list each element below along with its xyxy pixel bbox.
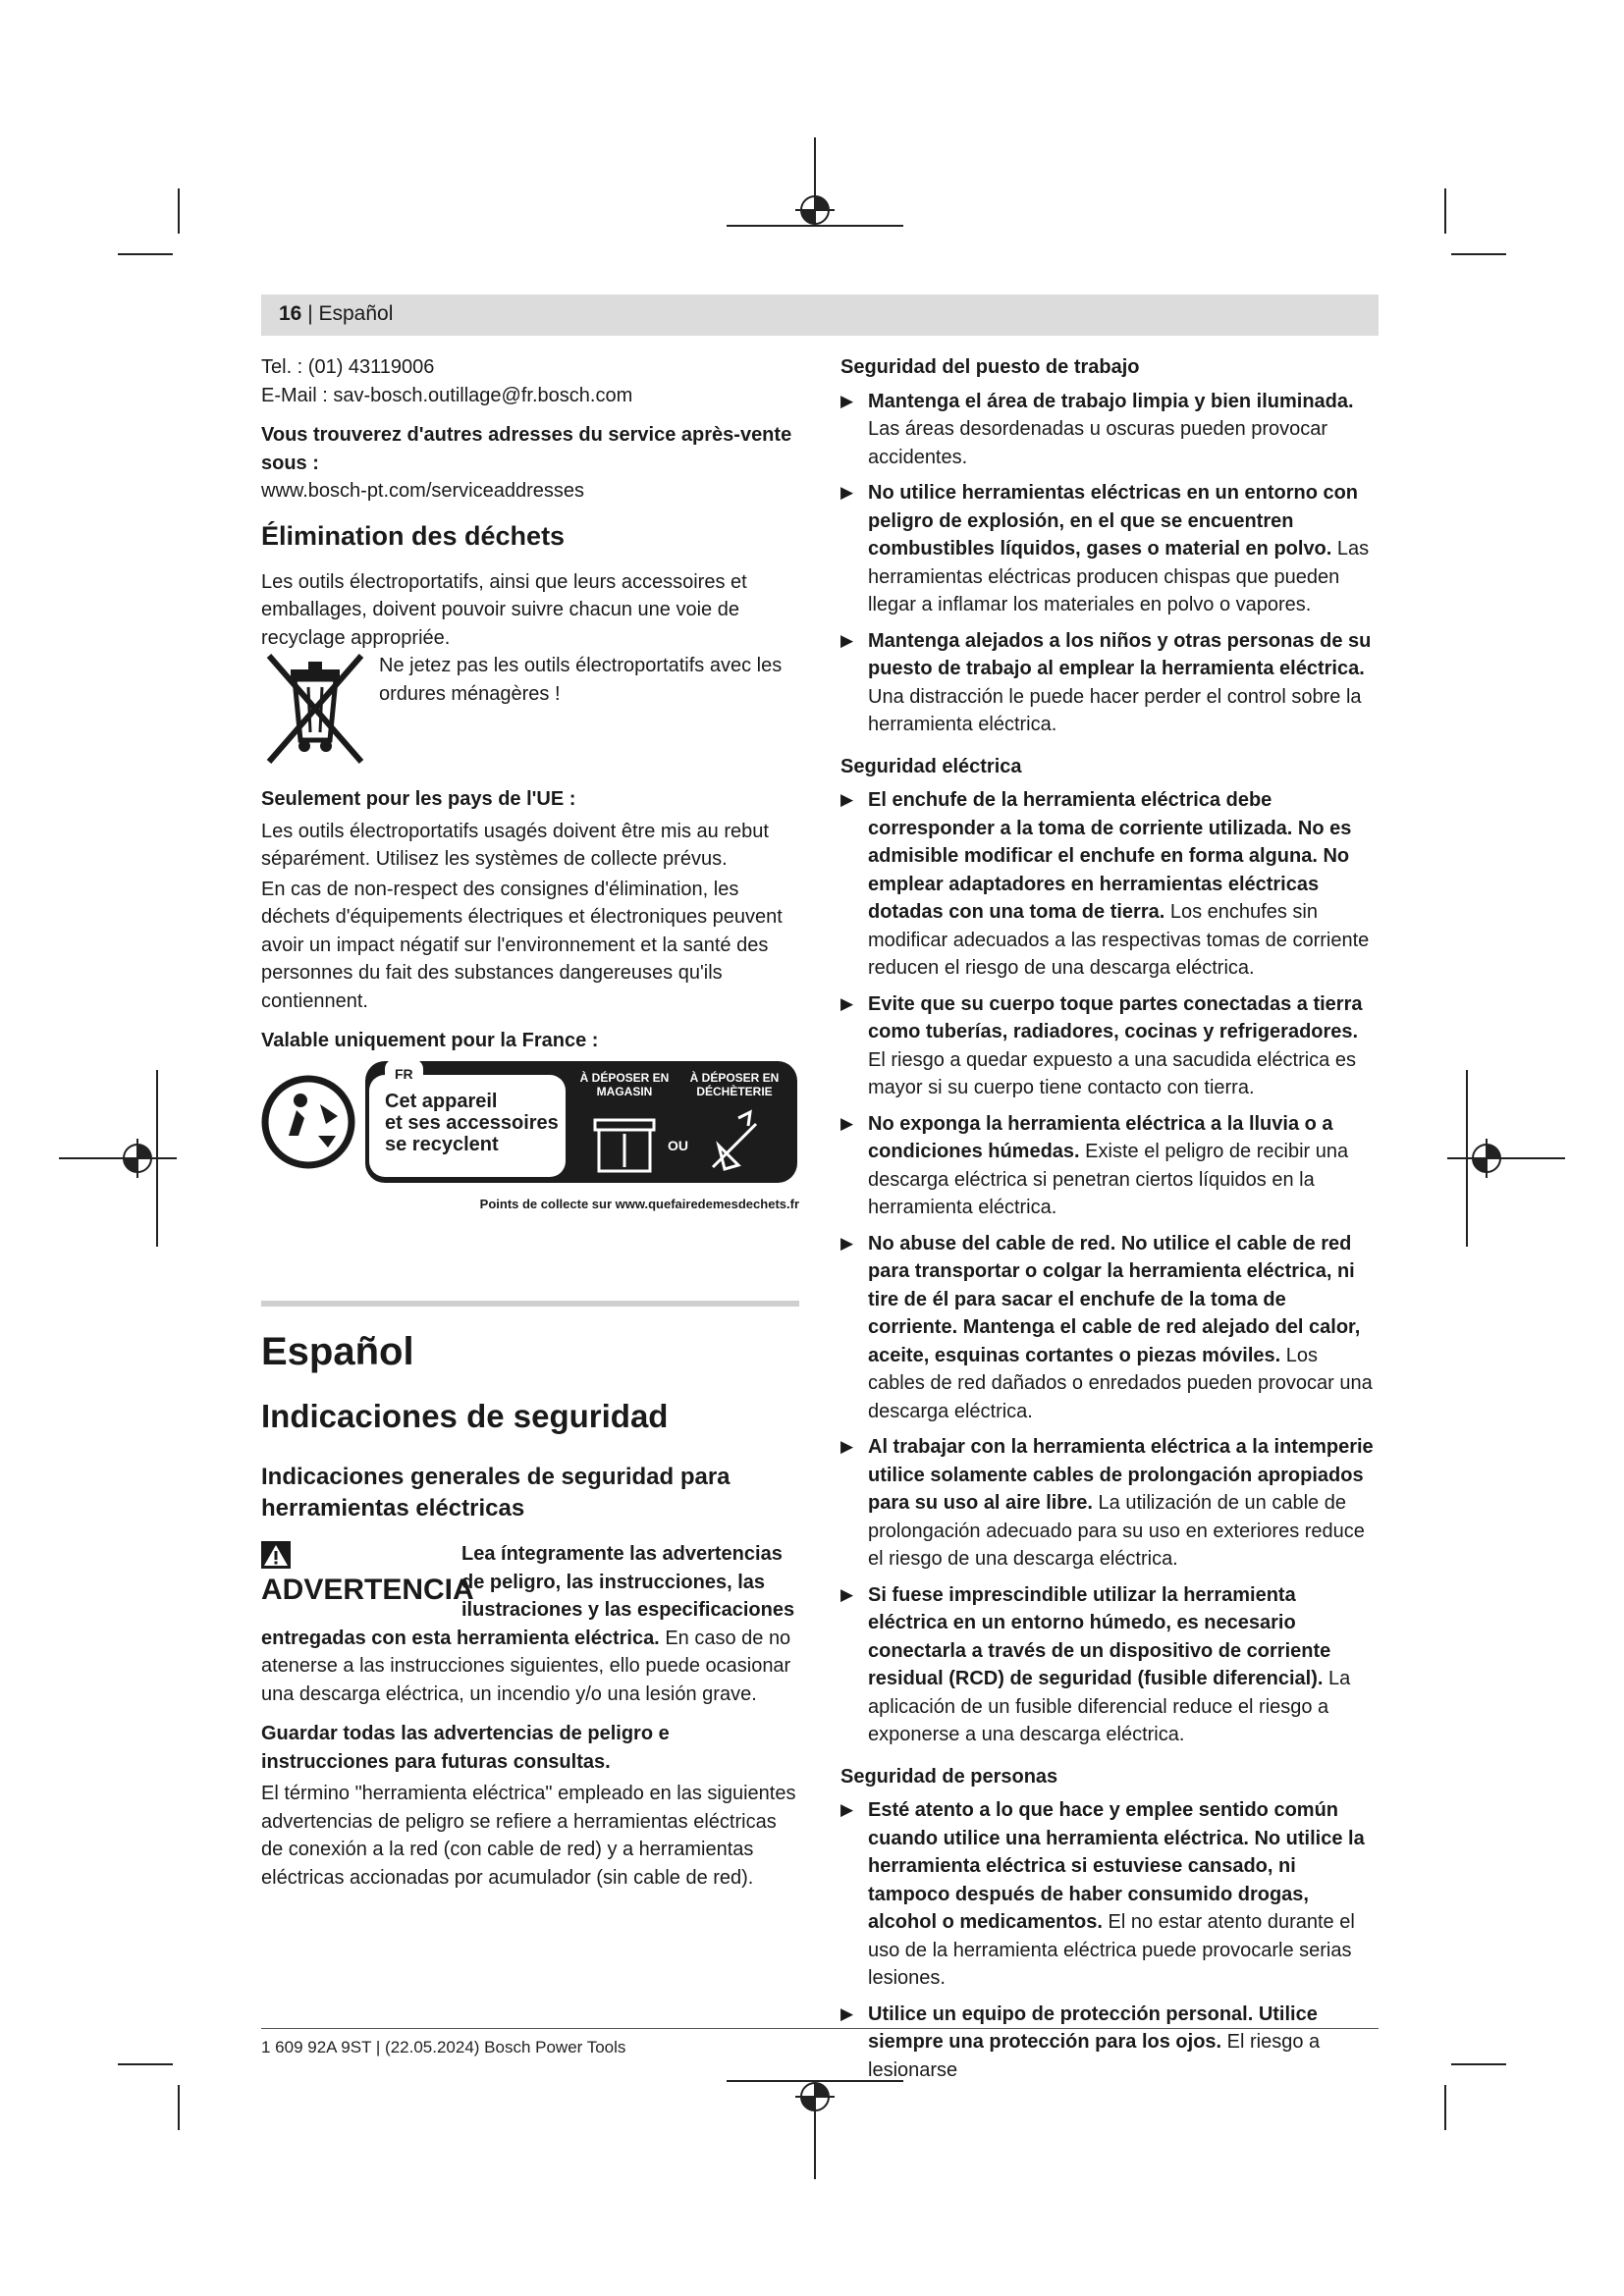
page-header: 16 | Español xyxy=(279,302,394,325)
list-item: ▶ Utilice un equipo de protección personal. Utilice siempre una protección para los ojos. El riesgo a lesionarse xyxy=(840,2001,1379,2085)
elimination-text: Les outils électroportatifs, ainsi que leurs accessoires et emballages, doivent pouvoir suivre chacun une voie de recyclage appropriée. xyxy=(261,570,747,649)
term-text: El término "herramienta eléctrica" empleado en las siguientes advertencias de peligro se refiere a herramientas eléctricas de conexión a la red (con cable de red) y a herramientas eléctricas accionadas por acumulador (sin cable de red). xyxy=(261,1783,796,1889)
triman-fr-badge: FR xyxy=(385,1059,423,1090)
weee-text: Ne jetez pas les outils électroportatifs avec les ordures ménagères ! xyxy=(379,655,783,705)
addresses-heading: Vous trouverez d'autres adresses du service après-vente sous : xyxy=(261,424,792,474)
bullet-triangle-icon: ▶ xyxy=(840,1437,854,1456)
contact-email: E-Mail : sav-bosch.outillage@fr.bosch.com xyxy=(261,384,633,406)
list-item: ▶ Evite que su cuerpo toque partes conectadas a tierra como tuberías, radiadores, cocinas y refrigeradores. El riesgo a quedar expuesto a una sacudida eléctrica es mayor si su cuerpo tiene contacto con tierra. xyxy=(840,990,1379,1102)
eu-text-2: En cas de non-respect des consignes d'élimination, les déchets d'équipements électriques et électroniques peuvent avoir un impact négatif sur l'environnement et la santé des personnes du fait des substances dangereuses qu'ils contiennent. xyxy=(261,878,783,1012)
page-header-bar xyxy=(261,294,1379,336)
personal-heading: Seguridad de personas xyxy=(840,1765,1058,1788)
warning-bold: Lea íntegramente las advertencias de peligro, las instrucciones, las ilustraciones y las especificaciones entregadas con esta herramienta eléctrica. xyxy=(261,1543,795,1649)
triman-or: OU xyxy=(668,1137,688,1153)
safety-title: Indicaciones de seguridad xyxy=(261,1398,669,1434)
list-item: ▶ El enchufe de la herramienta eléctrica debe corresponder a la toma de corriente utilizada. No es admisible modificar el enchufe en forma alguna. No emplear adaptadores en herramientas eléctricas dotadas con una toma de tierra. Los enchufes sin modificar adecuados a las respectivas tomas de corriente reducen el riesgo de una descarga eléctrica. xyxy=(840,786,1379,983)
bullet-triangle-icon: ▶ xyxy=(840,790,854,809)
warning-block xyxy=(261,1540,799,1708)
section-divider xyxy=(261,1301,799,1307)
list-item: ▶ Si fuese imprescindible utilizar la herramienta eléctrica en un entorno húmedo, es necesario conectarla a través de un dispositivo de corriente residual (RCD) de seguridad (fusible diferencial). La aplicación de un fusible diferencial reduce el riesgo a exponerse a una descarga eléctrica. xyxy=(840,1581,1379,1749)
dump-icon xyxy=(699,1106,770,1175)
right-column xyxy=(840,353,1379,2092)
crop-mark xyxy=(118,2063,173,2065)
triman-label-store: À DÉPOSER EN MAGASIN xyxy=(579,1070,670,1098)
registration-mark-icon xyxy=(727,137,903,255)
weee-block xyxy=(261,652,799,768)
crop-mark xyxy=(1451,2063,1506,2065)
bullet-triangle-icon: ▶ xyxy=(840,2003,854,2023)
language-title: Español xyxy=(261,1330,414,1373)
bullet-triangle-icon: ▶ xyxy=(840,1233,854,1253)
bullet-triangle-icon: ▶ xyxy=(840,993,854,1013)
triman-logo xyxy=(261,1061,799,1183)
france-heading: Valable uniquement pour la France : xyxy=(261,1030,599,1051)
crop-mark xyxy=(1444,188,1446,234)
bullet-triangle-icon: ▶ xyxy=(840,630,854,650)
triman-caption: Points de collecte sur www.quefairedemesdechets.fr xyxy=(479,1196,799,1211)
warning-text: En caso de no atenerse a las instrucciones siguientes, ello puede ocasionar una descarga eléctrica, un incendio y/o una lesión grave. xyxy=(261,1627,791,1705)
crop-mark xyxy=(178,2085,180,2130)
crop-mark xyxy=(1444,2085,1446,2130)
contact-tel: Tel. : (01) 43119006 xyxy=(261,356,435,378)
addresses-url: www.bosch-pt.com/serviceaddresses xyxy=(261,480,585,502)
header-language: Español xyxy=(318,302,394,325)
left-column xyxy=(261,353,799,1903)
list-item: ▶ Mantenga el área de trabajo limpia y bien iluminada. Las áreas desordenadas u oscuras pueden provocar accidentes. xyxy=(840,388,1379,472)
triman-label-dump: À DÉPOSER EN DÉCHÈTERIE xyxy=(689,1070,780,1098)
eu-text-1: Les outils électroportatifs usagés doivent être mis au rebut séparément. Utilisez les systèmes de collecte prévus. xyxy=(261,820,769,870)
registration-mark-icon xyxy=(1447,1070,1565,1247)
eu-heading: Seulement pour les pays de l'UE : xyxy=(261,788,576,810)
bullet-triangle-icon: ▶ xyxy=(840,1584,854,1604)
list-item: ▶ No utilice herramientas eléctricas en un entorno con peligro de explosión, en el que se encuentren combustibles líquidos, gases o material en polvo. Las herramientas eléctricas producen chispas que pueden llegar a inflamar los materiales en polvo o vapores. xyxy=(840,479,1379,619)
list-item: ▶ Esté atento a lo que hace y emplee sentido común cuando utilice una herramienta eléctrica. No utilice la herramienta eléctrica si estuviese cansado, ni tampoco después de haber consumido drogas, alcohol o medicamentos. El no estar atento durante el uso de la herramienta eléctrica puede provocarle serias lesiones. xyxy=(840,1796,1379,1993)
bullet-triangle-icon: ▶ xyxy=(840,391,854,410)
list-item: ▶ No abuse del cable de red. No utilice el cable de red para transportar o colgar la herramienta eléctrica, ni tire de él para sacar el enchufe de la toma de corriente. Mantenga el cable de red alejado del calor, aceite, esquinas cortantes o piezas móviles. Los cables de red dañados o enredados pueden provocar una descarga eléctrica. xyxy=(840,1230,1379,1426)
shop-icon xyxy=(589,1106,660,1175)
keep-heading: Guardar todas las advertencias de peligro e instrucciones para futuras consultas. xyxy=(261,1723,670,1773)
bullet-triangle-icon: ▶ xyxy=(840,1800,854,1819)
page-number: 16 xyxy=(279,302,302,325)
footer-rule xyxy=(261,2028,1379,2029)
elimination-heading: Élimination des déchets xyxy=(261,520,566,551)
crop-mark xyxy=(1451,253,1506,255)
crop-mark xyxy=(178,188,180,234)
electrical-heading: Seguridad eléctrica xyxy=(840,755,1022,777)
list-item: ▶ Mantenga alejados a los niños y otras personas de su puesto de trabajo al emplear la herramienta eléctrica. Una distracción le puede hacer perder el control sobre la herramienta eléctrica. xyxy=(840,627,1379,739)
bullet-triangle-icon: ▶ xyxy=(840,483,854,502)
triman-panel xyxy=(365,1061,797,1183)
list-item: ▶ No exponga la herramienta eléctrica a la lluvia o a condiciones húmedas. Existe el peligro de recibir una descarga eléctrica si penetran ciertos líquidos en la herramienta eléctrica. xyxy=(840,1110,1379,1222)
triman-icon xyxy=(261,1075,355,1169)
bullet-triangle-icon: ▶ xyxy=(840,1113,854,1133)
crossed-bin-icon xyxy=(261,652,369,768)
page-footer: 1 609 92A 9ST | (22.05.2024) Bosch Power Tools xyxy=(261,2038,626,2056)
warning-label: ADVERTENCIA xyxy=(261,1540,454,1607)
warning-icon xyxy=(261,1541,291,1569)
list-item: ▶ Al trabajar con la herramienta eléctrica a la intemperie utilice solamente cables de prolongación apropiados para su uso al aire libre. La utilización de un cable de prolongación adecuado para su uso en exteriores reduce el riesgo de una descarga eléctrica. xyxy=(840,1433,1379,1574)
registration-mark-icon xyxy=(59,1070,177,1247)
crop-mark xyxy=(118,253,173,255)
general-safety-title: Indicaciones generales de seguridad para herramientas eléctricas xyxy=(261,1464,731,1522)
triman-text: Cet appareil et ses accessoires se recyclent xyxy=(385,1090,559,1155)
workplace-heading: Seguridad del puesto de trabajo xyxy=(840,356,1140,378)
